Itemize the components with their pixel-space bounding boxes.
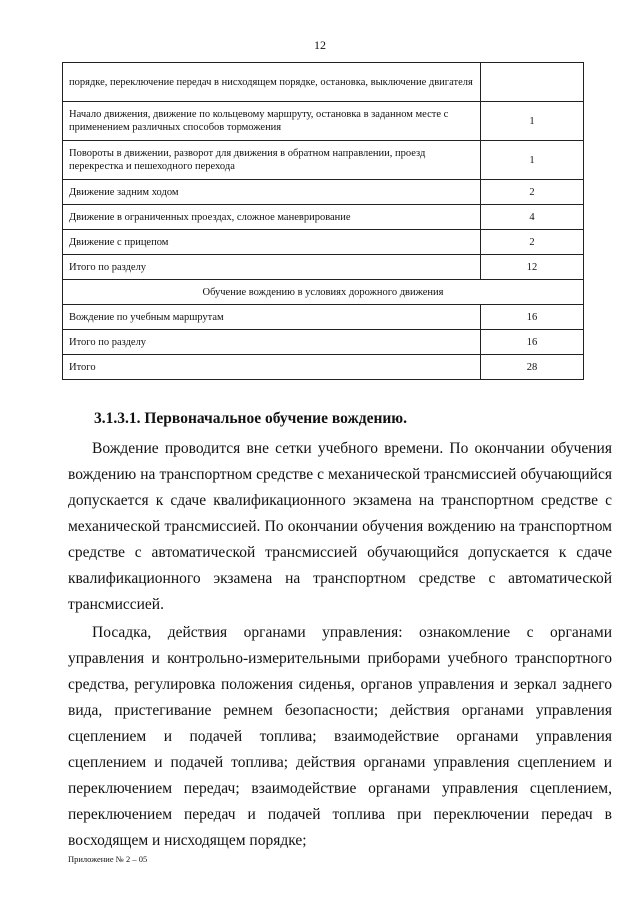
table-row (63, 230, 584, 255)
footer-appendix-label: Приложение № 2 – 05 (68, 854, 148, 864)
hours-cell: 2 (481, 230, 584, 255)
hours-cell: 16 (481, 330, 584, 355)
topic-name-cell: Итого по разделу (63, 330, 481, 355)
table-row (63, 305, 584, 330)
topic-name-cell: Движение в ограниченных проездах, сложное маневрирование (63, 205, 481, 230)
topic-name-cell: Начало движения, движение по кольцевому маршруту, остановка в заданном месте с применением различных способов торможения (63, 102, 481, 141)
table-row (63, 255, 584, 280)
table-row (63, 141, 584, 180)
training-hours-table (62, 62, 584, 380)
hours-cell: 4 (481, 205, 584, 230)
hours-cell: 1 (481, 141, 584, 180)
section-heading: 3.1.3.1. Первоначальное обучение вождению. (94, 410, 408, 427)
hours-cell: 12 (481, 255, 584, 280)
table-row (63, 205, 584, 230)
table-row (63, 355, 584, 380)
page-number: 12 (314, 38, 326, 52)
table-row (63, 180, 584, 205)
section-title-cell: Обучение вождению в условиях дорожного движения (63, 280, 584, 305)
table-row (63, 330, 584, 355)
hours-cell (481, 63, 584, 102)
hours-cell: 2 (481, 180, 584, 205)
topic-name-cell: Движение с прицепом (63, 230, 481, 255)
hours-cell: 1 (481, 102, 584, 141)
topic-name-cell: Вождение по учебным маршрутам (63, 305, 481, 330)
table-row (63, 102, 584, 141)
paragraph-driving-schedule: Вождение проводится вне сетки учебного времени. По окончании обучения вождению на транспортном средстве с механической трансмиссией обучающийся допускается к сдаче квалификационного экзамена на транспортном средстве с механической трансмиссией. По окончании обучения вождению на транспортном средстве с автоматической трансмиссией обучающийся допускается к сдаче квалификационного экзамена на транспортном средстве с автоматической трансмиссией. (68, 440, 612, 613)
topic-name-cell: Итого (63, 355, 481, 380)
table-section-row (63, 280, 584, 305)
table-row (63, 63, 584, 102)
topic-name-cell: Итого по разделу (63, 255, 481, 280)
hours-cell: 28 (481, 355, 584, 380)
topic-name-cell: Движение задним ходом (63, 180, 481, 205)
paragraph-controls: Посадка, действия органами управления: ознакомление с органами управления и контрольно-измерительными приборами учебного транспортного средства, регулировка положения сиденья, органов управления и зеркал заднего вида, пристегивание ремнем безопасности; действия органами управления сцеплением и подачей топлива; взаимодействие органами управления сцеплением и подачей топлива; действия органами управления сцеплением и переключением передач; взаимодействие органами управления сцеплением, переключением передач и подачей топлива при переключении передач в восходящем и нисходящем порядке; (68, 624, 612, 849)
topic-name-cell: Повороты в движении, разворот для движения в обратном направлении, проезд перекрестка и пешеходного перехода (63, 141, 481, 180)
hours-cell: 16 (481, 305, 584, 330)
topic-name-cell: порядке, переключение передач в нисходящем порядке, остановка, выключение двигателя (63, 63, 481, 102)
